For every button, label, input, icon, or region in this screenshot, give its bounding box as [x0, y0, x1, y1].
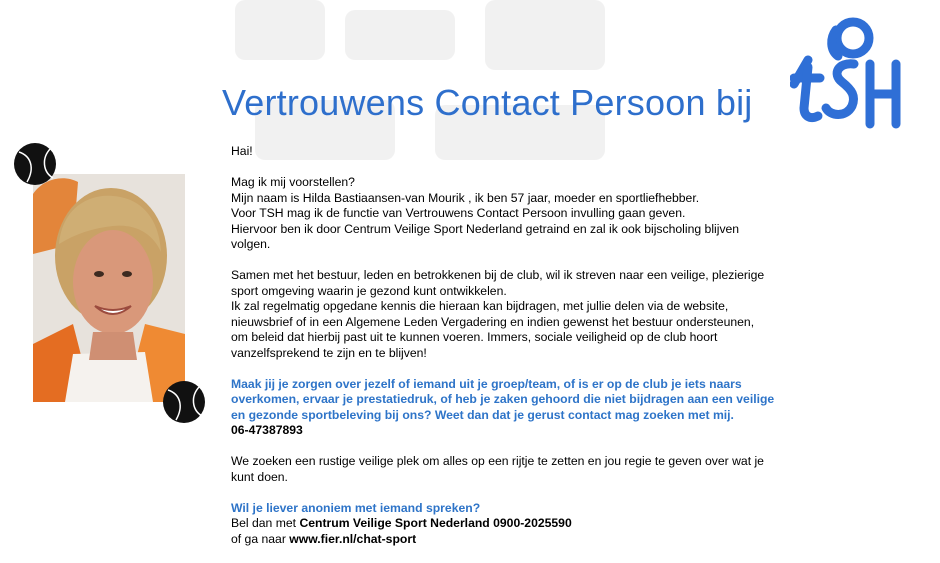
mission-line: om beleid dat hierbij past uit te kunnen voeren. Immers, sociale veiligheid op de club hoort: [231, 330, 718, 344]
tsh-logo: [790, 12, 908, 132]
tennis-ball-icon: [13, 142, 57, 186]
portrait-photo: [33, 174, 185, 402]
intro-line: Voor TSH mag ik de functie van Vertrouwens Contact Persoon invulling gaan geven.: [231, 206, 686, 220]
callout-line: en gezonde sportbeleving bij ons? Weet dan dat je gerust contact mag zoeken met mij.: [231, 407, 734, 422]
mission-line: Ik zal regelmatig opgedane kennis die hieraan kan bijdragen, met jullie delen via de website,: [231, 299, 729, 313]
anonymous-question: Wil je liever anoniem met iemand spreken?: [231, 500, 481, 515]
mission-line: vanzelfsprekend te zijn en te blijven!: [231, 345, 427, 360]
web-prefix: of ga naar: [231, 531, 290, 546]
intro-line: Hiervoor ben ik door Centrum Veilige Sport Nederland getraind en zal ik ook bijscholing blijven: [231, 221, 740, 236]
intro-line: Mag ik mij voorstellen?: [231, 175, 355, 189]
intro-line: volgen.: [231, 237, 271, 251]
callout-paragraph: [231, 377, 801, 439]
cvsn-contact: Centrum Veilige Sport Nederland 0900-2025590: [299, 516, 572, 530]
tennis-ball-icon: [162, 380, 206, 424]
support-line: We zoeken een rustige veilige plek om alles op een rijtje te zetten en jou regie te geven over wat je: [231, 454, 764, 468]
anonymous-paragraph: [231, 501, 801, 548]
web-line: [231, 532, 801, 548]
call-prefix: Bel dan met: [231, 516, 300, 530]
intro-paragraph: [231, 175, 801, 253]
mission-line: sport omgeving waarin je gezond kunt ontwikkelen.: [231, 283, 507, 298]
intro-line: Mijn naam is Hilda Bastiaansen-van Mourik , ik ben 57 jaar, moeder en sportliefhebber.: [231, 190, 700, 205]
support-paragraph: [231, 454, 801, 485]
mission-paragraph: [231, 268, 801, 361]
page-title: Vertrouwens Contact Persoon bij: [222, 82, 753, 123]
callout-line: overkomen, ervaar je prestatiedruk, of heb je zaken gehoord die niet bijdragen aan een veilige: [231, 392, 775, 406]
greeting: Hai!: [231, 144, 253, 158]
letter-body: [231, 144, 801, 563]
mission-line: Samen met het bestuur, leden en betrokkenen bij de club, wil ik streven naar een veilige, plezierige: [231, 268, 765, 282]
mission-line: nieuwsbrief of in een Algemene Leden Vergadering en indien gewenst het bestuur ondersteunen,: [231, 314, 755, 329]
chat-link[interactable]: www.fier.nl/chat-sport: [289, 531, 417, 546]
callout-line: Maak jij je zorgen over jezelf of iemand uit je groep/team, of is er op de club je iets naars: [231, 376, 742, 391]
phone-number: 06-47387893: [231, 423, 303, 437]
call-line: [231, 516, 801, 532]
support-line: kunt doen.: [231, 469, 288, 484]
